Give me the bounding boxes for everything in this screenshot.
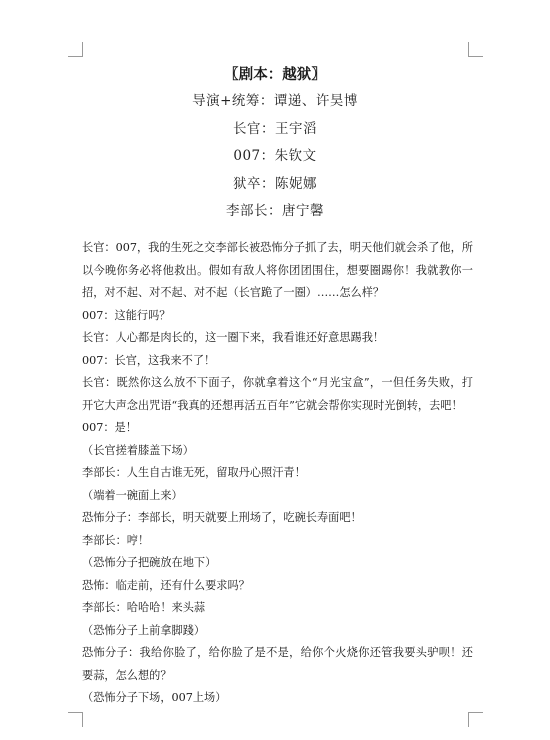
credit-officer: 长官：王宇滔 <box>233 120 317 137</box>
credit-minister: 李部长：唐宁馨 <box>226 203 324 219</box>
crop-mark-bottom-left <box>68 712 83 727</box>
crop-mark-top-left <box>68 42 83 57</box>
stage-direction: （恐怖分子下场，007上场） <box>82 691 227 704</box>
credit-jailer: 狱卒：陈妮娜 <box>233 175 317 192</box>
script-body <box>82 237 473 710</box>
script-header <box>0 62 550 226</box>
script-line: 李部长：哈哈哈！来头蒜 <box>82 601 206 614</box>
script-line: 长官：人心都是肉长的，这一圈下来，我看谁还好意思踢我！ <box>82 331 385 344</box>
crop-mark-bottom-right <box>468 712 483 727</box>
stage-direction: （恐怖分子上前拿脚踐） <box>82 623 206 637</box>
script-line: 长官：007，我的生死之交李部长被恐怖分子抓了去，明天他们就会杀了他，所以今晚你务必将他救出。假如有敌人将你团团围住，想要圈踢你！我就教你一招，对不起、对不起、对不起（长官跪了一圈）……怎么样？ <box>82 241 473 299</box>
script-title: 〖剧本：越狱〗 <box>224 66 326 83</box>
script-line: 007：是！ <box>82 421 137 434</box>
script-line: 007：长官，这我来不了！ <box>82 353 216 367</box>
script-line: 恐怖分子：李部长，明天就要上刑场了，吃碗长寿面吧！ <box>82 511 362 524</box>
script-line: 李部长：人生自古谁无死，留取丹心照汗青！ <box>82 466 306 479</box>
script-line: 007：这能行吗？ <box>82 308 171 322</box>
script-line: 长官：既然你这么放不下面子，你就拿着这个“月光宝盒”，一但任务失败，打开它大声念出咒语“我真的还想再活五百年”它就会帮你实现时光倒转，去吧！ <box>82 376 473 412</box>
stage-direction: （长官搓着膝盖下场） <box>82 443 194 457</box>
script-line: 李部长：哼！ <box>82 533 150 547</box>
credit-007: 007：朱钦文 <box>233 148 317 164</box>
script-line: 恐怖：临走前，还有什么要求吗？ <box>82 578 250 592</box>
credit-director: 导演+统筹：谭递、许昊博 <box>192 93 358 109</box>
stage-direction: （恐怖分子把碗放在地下） <box>82 556 217 569</box>
crop-mark-top-right <box>468 42 483 57</box>
script-line: 恐怖分子：我给你脸了，给你脸了是不是，给你个火烧你还管我要头驴呗！还要蒜，怎么想的？ <box>82 646 473 682</box>
stage-direction: （端着一碗面上来） <box>82 488 183 502</box>
